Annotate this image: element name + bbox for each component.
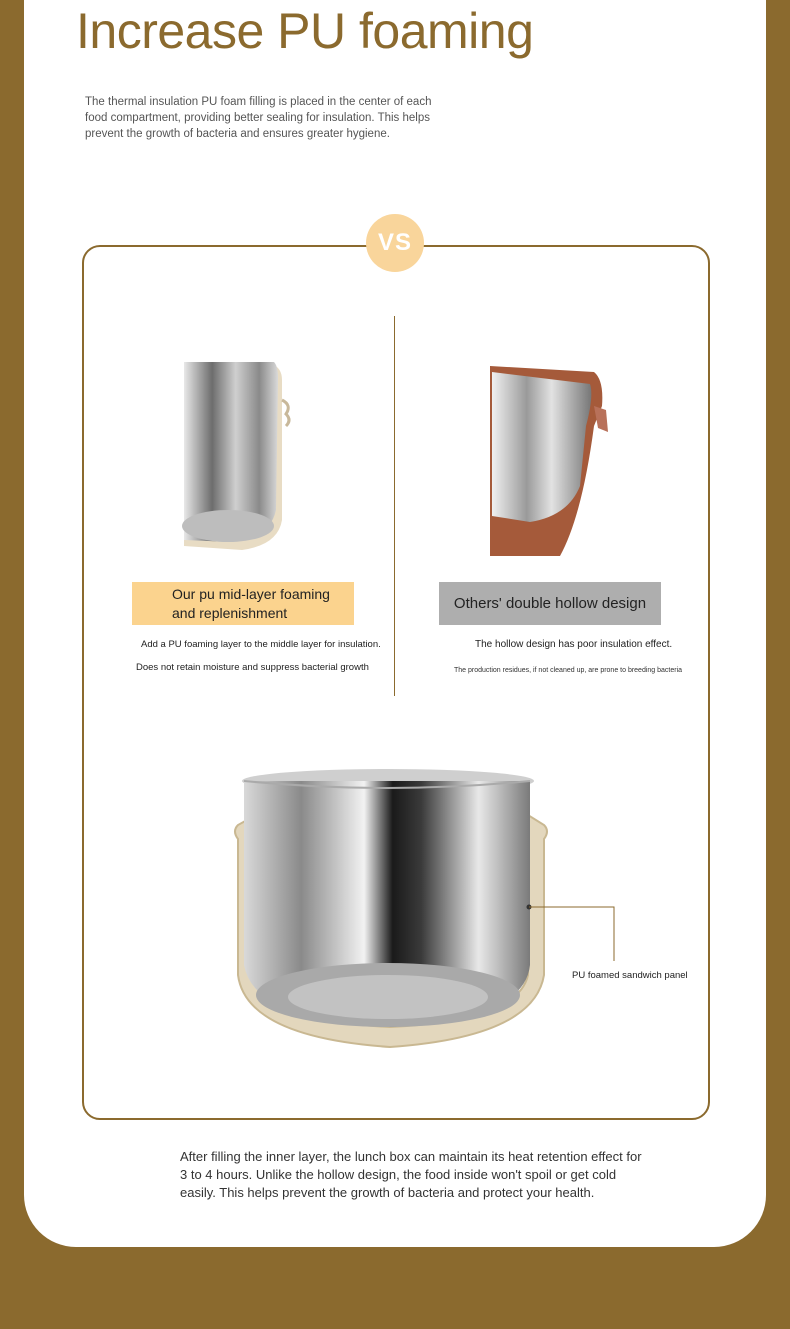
intro-text: The thermal insulation PU foam filling is placed in the center of each food compartment, providing better sealing for insulation. This helps prevent the growth of bacteria and ensures greater hygiene. [85, 96, 432, 140]
comparison-divider [394, 316, 395, 696]
ours-desc-1: Add a PU foaming layer to the middle layer for insulation. [141, 639, 381, 650]
bottom-description: After filling the inner layer, the lunch box can maintain its heat retention effect for 3 to 4 hours. Unlike the hollow design, the food inside won't spoil or get cold easily. This helps prevent the growth of bacteria and protect your health. [180, 1149, 642, 1200]
ours-desc-2: Does not retain moisture and suppress bacterial growth [136, 662, 369, 673]
callout-line [525, 903, 620, 963]
others-label: Others' double hollow design [439, 582, 661, 625]
pu-bowl-full-image [228, 765, 552, 1053]
others-desc-2: The production residues, if not cleaned up, are prone to breeding bacteria [454, 667, 683, 674]
pu-bowl-half-image [182, 360, 294, 560]
ours-label-line1: Our pu mid-layer foaming [172, 585, 330, 602]
vs-badge: VS [366, 214, 424, 272]
callout-label: PU foamed sandwich panel [572, 970, 688, 981]
ours-label [132, 582, 354, 625]
ours-label-line2: and replenishment [172, 604, 288, 621]
hollow-bowl-image [490, 366, 612, 558]
page-title: Increase PU foaming [76, 3, 534, 59]
others-desc-1: The hollow design has poor insulation effect. [475, 639, 673, 650]
